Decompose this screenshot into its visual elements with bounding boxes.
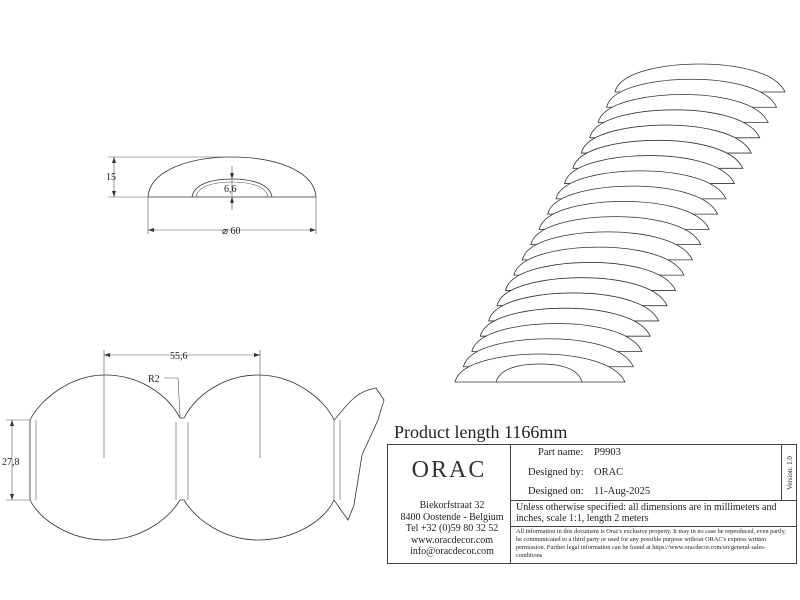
specification-note: Unless otherwise specified: all dimensions are in millimeters and inches, scale 1:1, length 2 meters bbox=[516, 502, 777, 524]
part-name-value: P9903 bbox=[594, 447, 621, 458]
version-label: Version: 1.0 bbox=[786, 456, 794, 490]
part-name-label: Part name: bbox=[538, 447, 584, 458]
isometric-view bbox=[455, 64, 785, 382]
radius-dim-label: R2 bbox=[148, 374, 160, 385]
neck-dim-label: 27,8 bbox=[2, 457, 20, 468]
divider bbox=[781, 444, 782, 500]
designed-by-value: ORAC bbox=[594, 467, 624, 478]
legal-note: All information in this document is Orac's exclusive property. It may in no case be reproduced, even partly, be communicated to a third party or used for any possible purpose without ORAC's express written permission. Further legal information can be found at https://www.oracdecor.com/en/general-sales-conditions bbox=[516, 528, 786, 559]
designed-by-label: Designed by: bbox=[528, 467, 584, 478]
company-address bbox=[394, 500, 510, 558]
phone-line: Tel +32 (0)59 80 32 52 bbox=[405, 523, 499, 534]
inner-height-dim-label: 6,6 bbox=[224, 184, 237, 195]
orac-logo: ORAC bbox=[411, 456, 487, 483]
divider bbox=[510, 444, 511, 564]
email-link[interactable]: info@oracdecor.com bbox=[410, 546, 494, 557]
height-dim-label: 15 bbox=[106, 172, 116, 183]
address-line: Biekorfstraat 32 bbox=[419, 500, 485, 511]
website-link[interactable]: www.oracdecor.com bbox=[410, 534, 494, 546]
product-length: Product length 1166mm bbox=[394, 422, 568, 442]
divider bbox=[510, 526, 797, 527]
front-view bbox=[6, 350, 384, 540]
address-line: 8400 Oostende - Belgium bbox=[400, 511, 504, 523]
diameter-dim-label: ⌀ 60 bbox=[222, 226, 241, 237]
spacing-dim-label: 55,6 bbox=[170, 351, 188, 362]
divider bbox=[510, 500, 797, 501]
designed-on-value: 11-Aug-2025 bbox=[594, 486, 651, 497]
cross-section-view bbox=[108, 157, 316, 234]
designed-on-label: Designed on: bbox=[528, 486, 584, 497]
